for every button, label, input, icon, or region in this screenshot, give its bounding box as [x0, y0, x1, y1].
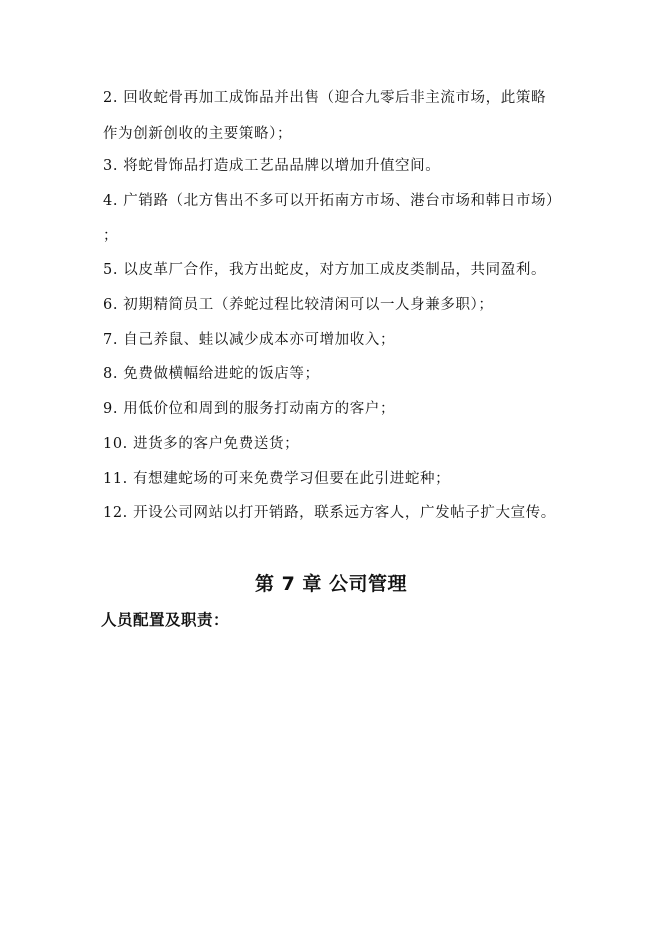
text-line: 4. 广销路（北方售出不多可以开拓南方市场、港台市场和韩日市场） — [103, 193, 562, 209]
text-line: 7. 自己养鼠、蛙以减少成本亦可增加收入； — [103, 332, 396, 348]
text-line: 10. 进货多的客户免费送货； — [103, 436, 300, 452]
text-line: 3. 将蛇骨饰品打造成工艺品品牌以增加升值空间。 — [103, 158, 441, 174]
text-line: ； — [103, 228, 119, 244]
text-line: 作为创新创收的主要策略）； — [103, 126, 293, 142]
text-line: 9. 用低价位和周到的服务打动南方的客户； — [103, 401, 396, 417]
section-heading: 人员配置及职责： — [101, 611, 230, 629]
text-line: 6. 初期精简员工（养蛇过程比较清闲可以一人身兼多职）； — [103, 297, 494, 313]
text-line: 5. 以皮革厂合作，我方出蛇皮，对方加工成皮类制品，共同盈利。 — [103, 262, 547, 278]
chapter-title: 第 7 章 公司管理 — [254, 573, 408, 595]
text-line: 11. 有想建蛇场的可来免费学习但要在此引进蛇种； — [103, 471, 451, 487]
text-line: 8. 免费做横幅给进蛇的饭店等； — [103, 366, 320, 382]
text-line: 12. 开设公司网站以打开销路，联系远方客人，广发帖子扩大宣传。 — [103, 505, 556, 521]
text-line: 2. 回收蛇骨再加工成饰品并出售（迎合九零后非主流市场，此策略 — [103, 90, 547, 106]
